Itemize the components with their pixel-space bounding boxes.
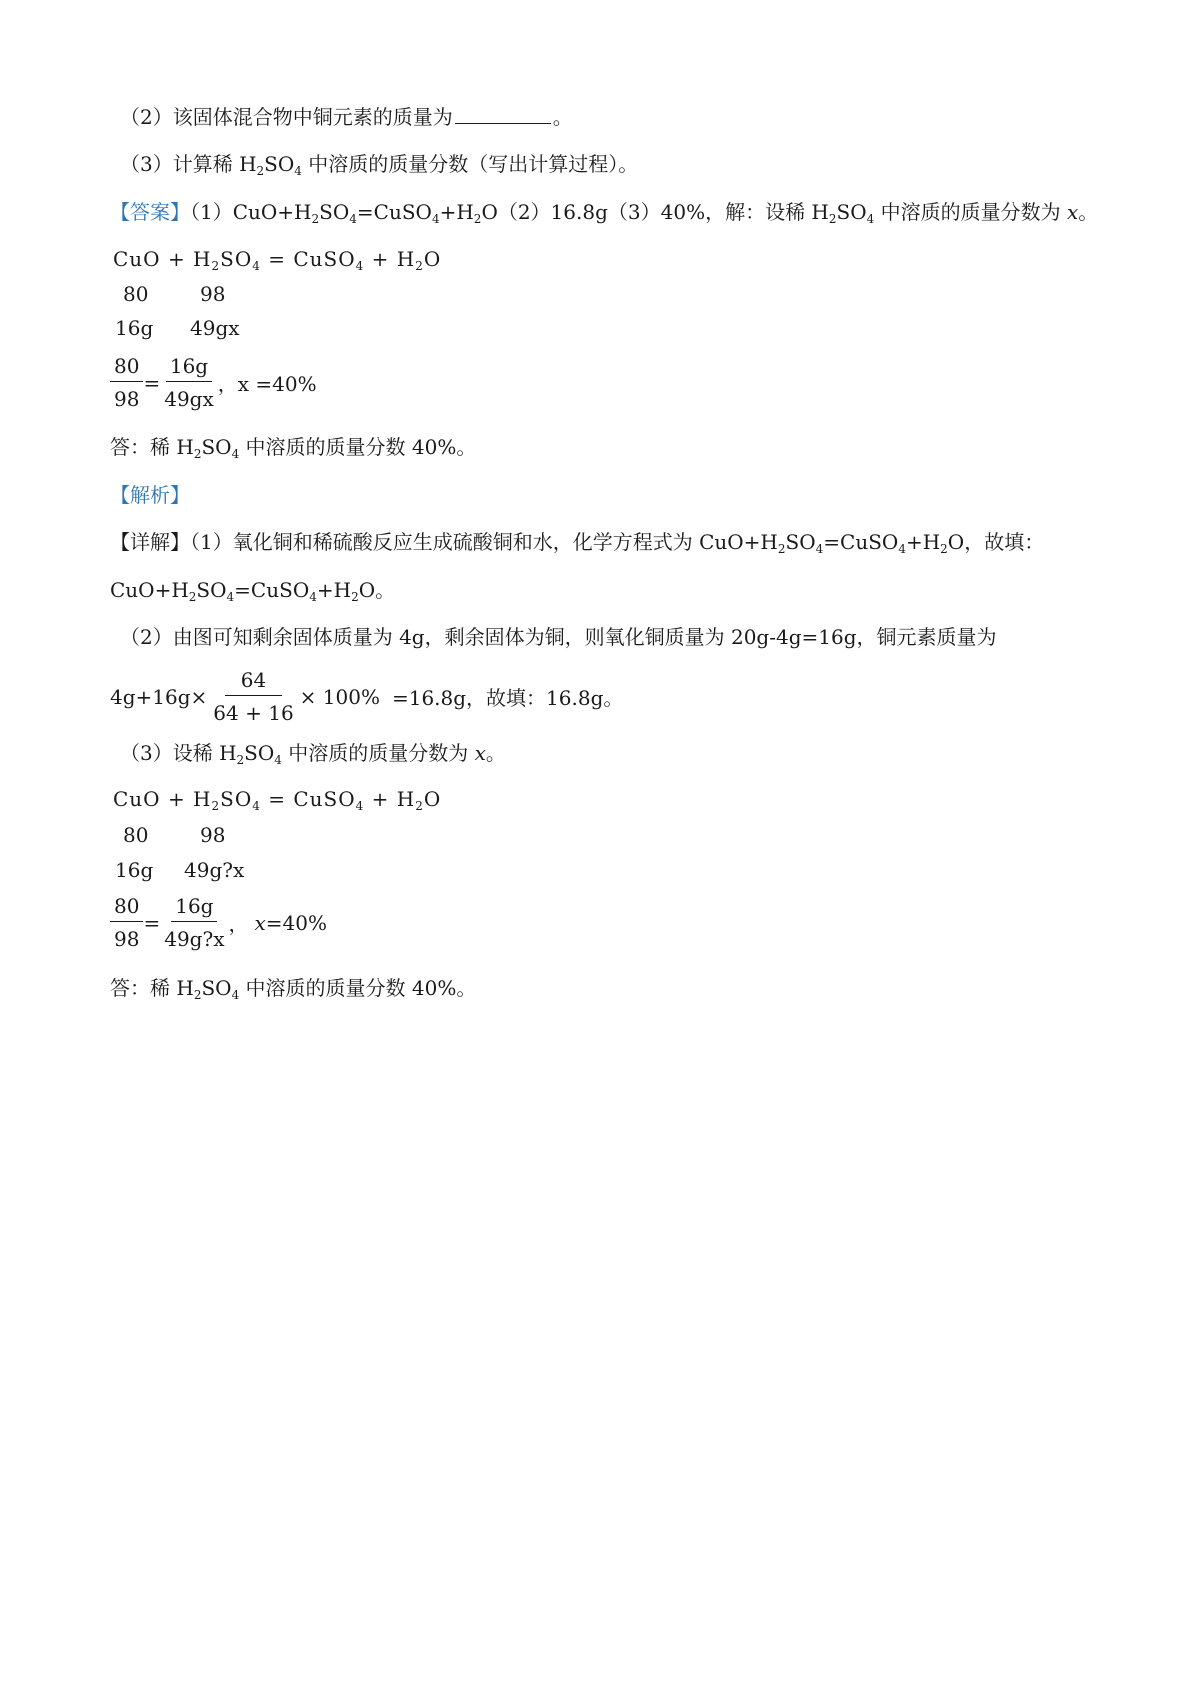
answer-label: 【答案】: [110, 200, 190, 224]
mass-2b: 49g?x: [184, 858, 245, 882]
part-3-line: （3）设稀 $H_2SO_4$ 中溶质的质量分数为 x。: [120, 741, 506, 767]
fraction-right: $\frac{16g}{49gx}$: [164, 354, 214, 411]
answer-blank: [455, 105, 551, 124]
conclusion-1: 答：稀 $H_2SO_4$ 中溶质的质量分数 40%。: [110, 435, 477, 461]
equation-1: CuO + $H_2SO_4$ = CuSO$_4$ + $H_2O$: [113, 247, 442, 273]
answer-line: 【答案】$(1)CuO+H_2SO_4=CuSO_4+H_2O(2)16.8g(3)40\%$，解：设稀 $H_2SO_4$ 中溶质的质量分数为 x。: [110, 200, 1099, 226]
fraction-right-b: $\frac{16g}{49g?x}$: [164, 894, 225, 951]
detail-line-1: 【详解】（1）氧化铜和稀硫酸反应生成硫酸铜和水，化学方程式为 $CuO+H_2SO_4=CuSO_4+H_2O$，故填：: [110, 530, 1045, 556]
mass-1: 16g: [115, 316, 154, 340]
molar-mass-1b: 80: [123, 823, 149, 847]
part-2-line-1: （2）由图可知剩余固体质量为 4g，剩余固体为铜，则氧化铜质量为 20g-4g=16g，铜元素质量为: [120, 625, 997, 649]
equation-2: CuO + $H_2SO_4$ = CuSO$_4$ + $H_2O$: [113, 787, 442, 813]
analysis-label: 【解析】: [110, 483, 190, 507]
mass-1b: 16g: [115, 858, 154, 882]
mass-2: 49gx: [190, 316, 240, 340]
conclusion-2: 答：稀 $H_2SO_4$ 中溶质的质量分数 40%。: [110, 976, 477, 1002]
molar-mass-1: 80: [123, 282, 149, 306]
part-2-formula: 4g+16g× $\frac{64}{64 + 16}$ × 100% =16.8g，故填：16.8g。: [110, 668, 624, 725]
question-2: （2）该固体混合物中铜元素的质量为 。: [120, 105, 573, 129]
fraction-left: $\frac{80}{98}$: [110, 353, 143, 412]
molar-mass-2: 98: [200, 282, 226, 306]
fraction-left-b: $\frac{80}{98}$: [110, 893, 143, 952]
proportion-2: $\frac{80}{98}$ = $\frac{16g}{49g?x}$ ， x =40%: [110, 893, 327, 952]
copper-ratio-fraction: $\frac{64}{64 + 16}$: [213, 668, 294, 725]
question-3: （3）计算稀 $H_2SO_4$ 中溶质的质量分数（写出计算过程）。: [120, 152, 639, 178]
proportion-1: $\frac{80}{98}$ = $\frac{16g}{49gx}$ ，x =40%: [110, 353, 317, 412]
detail-line-2: $CuO+H_2SO_4=CuSO_4+H_2O$。: [110, 578, 396, 604]
molar-mass-2b: 98: [200, 823, 226, 847]
